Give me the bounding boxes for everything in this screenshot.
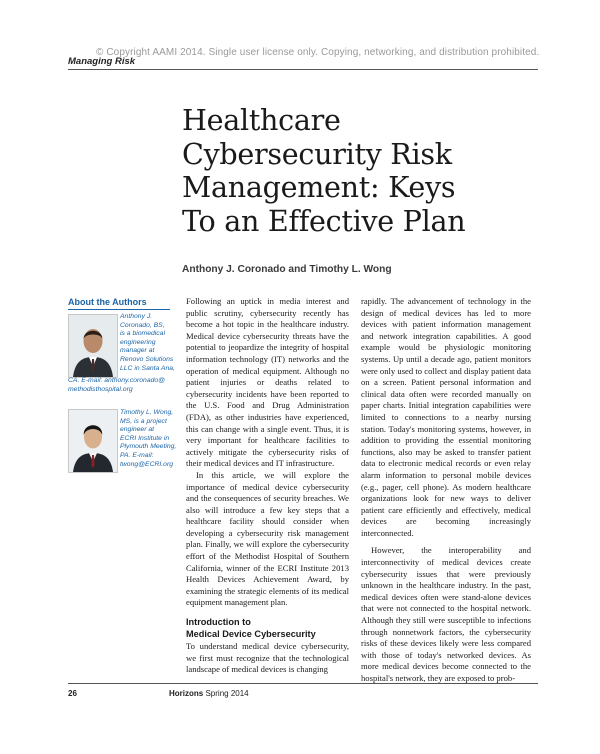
bio-line: Renovo Solutions [120,355,174,363]
body-paragraph: However, the interoperability and interconnectivity of medical devices create cybersecurity issues that were previously unknown in the healthcare industry. In the past, medical devices often were stand-alone devices that were not connected to the hospital network. Although they still were susceptible to infections through nonnetwork factors, the cybersecurity risks of these devices likely were less compared with those of today's networked devices. As more medical devices become connected to the hospital's network, they are exposed to prob- [361,545,531,683]
portrait-image [69,315,117,377]
portrait-image [69,410,117,472]
author-bio-coronado-continued [68,377,165,394]
section-label: Managing Risk [68,56,136,67]
page-number: 26 [68,689,77,698]
title-line: Cybersecurity Risk [182,136,452,171]
bio-line: CA. E-mail: anthony.coronado@ [68,377,166,384]
journal-issue: Spring 2014 [205,689,249,698]
bio-line: Plymouth Meeting, [120,443,177,451]
body-column-1 [186,296,349,676]
subheading-line: Medical Device Cybersecurity [186,628,316,639]
author-byline: Anthony J. Coronado and Timothy L. Wong [182,264,392,275]
author-photo-wong [68,409,118,473]
journal-footer [169,689,249,698]
bio-line: LLC in Santa Ana, [120,364,175,372]
title-line: Management: Keys [182,170,456,204]
bio-line: PA. E-mail: [120,451,154,459]
body-column-2 [361,296,531,685]
author-photo-coronado [68,314,118,378]
header-rule [68,69,538,70]
journal-name: Horizons [169,689,204,698]
author-bio-wong [120,409,176,469]
bio-line: manager at [120,347,155,355]
article-title [182,104,512,238]
bio-line: engineering [120,338,156,346]
bio-line: MS, is a project [120,417,167,425]
subheading-line: Introduction to [186,617,251,628]
about-authors-heading: About the Authors [68,297,147,307]
author-bio-coronado [120,313,175,373]
body-paragraph: In this article, we will explore the importance of medical device cybersecurity and the consequences of security breaches. We also will introduce a few key steps that a healthcare facility should consider when developing a cybersecurity risk management plan. Finally, we will explore the cybersecurity effort of the Methodist Hospital of Southern California, winner of the ECRI Institute 2013 Health Devices Achievement Award, by examining the strategic elements of its medical equipment management plan. [186,469,349,608]
bio-line: Coronado, BS, [120,321,165,329]
footer-rule [68,683,538,684]
bio-line: engineer at [120,426,155,434]
title-line: To an Effective Plan [182,203,466,238]
bio-line: twong@ECRI.org [120,460,173,468]
about-rule [68,309,170,310]
title-line: Healthcare [182,103,341,137]
bio-line: methodisthospital.org [68,385,133,393]
copyright-notice: © Copyright AAMI 2014. Single user license only. Copying, networking, and distribution prohibited. [96,47,540,58]
body-paragraph: To understand medical device cybersecurity, we first must recognize that the technological landscape of medical devices is changing [186,641,349,675]
section-subheading [186,617,349,640]
bio-line: Anthony J. [120,313,153,320]
body-paragraph: Following an uptick in media interest and public scrutiny, cybersecurity recently has become a hot topic in the healthcare industry. Medical device cybersecurity threats have the potential to jeopardize the integrity of hospital information technology (IT) networks and the operation of medical equipment. Although no patient injuries or deaths related to cybersecurity incidents have been reported to the U.S. Food and Drug Administration (FDA), as other industries have experienced, this can change with a single event. Thus, it is very important for healthcare facilities to actively mitigate the cybersecurity risks of their medical devices and IT infrastructure. [186,296,349,469]
bio-line: is a biomedical [120,330,165,338]
bio-line: Timothy L. Wong, [120,409,174,416]
bio-line: ECRI Institute in [120,434,170,442]
body-paragraph: rapidly. The advancement of technology in the design of medical devices has led to more devices with patient information management and network integration capabilities. A good example would be physiologic monitoring systems. Up until a decade ago, patient monitors were only used to collect and display patient data on a screen. Patient personal information and clinical data often were recorded manually on paper charts. Initial integration capabilities were limited to connections to a nearby nursing station. Today's monitoring systems, however, in addition to providing the essential monitoring functions, also may be asked to transfer patient data to electronic medical records or even relay alarm information to personal mobile devices (e.g., pager, cell phone). As modern healthcare organizations look for new ways to deliver patient care efficiently and effectively, medical devices are becoming increasingly interconnected. [361,296,531,538]
